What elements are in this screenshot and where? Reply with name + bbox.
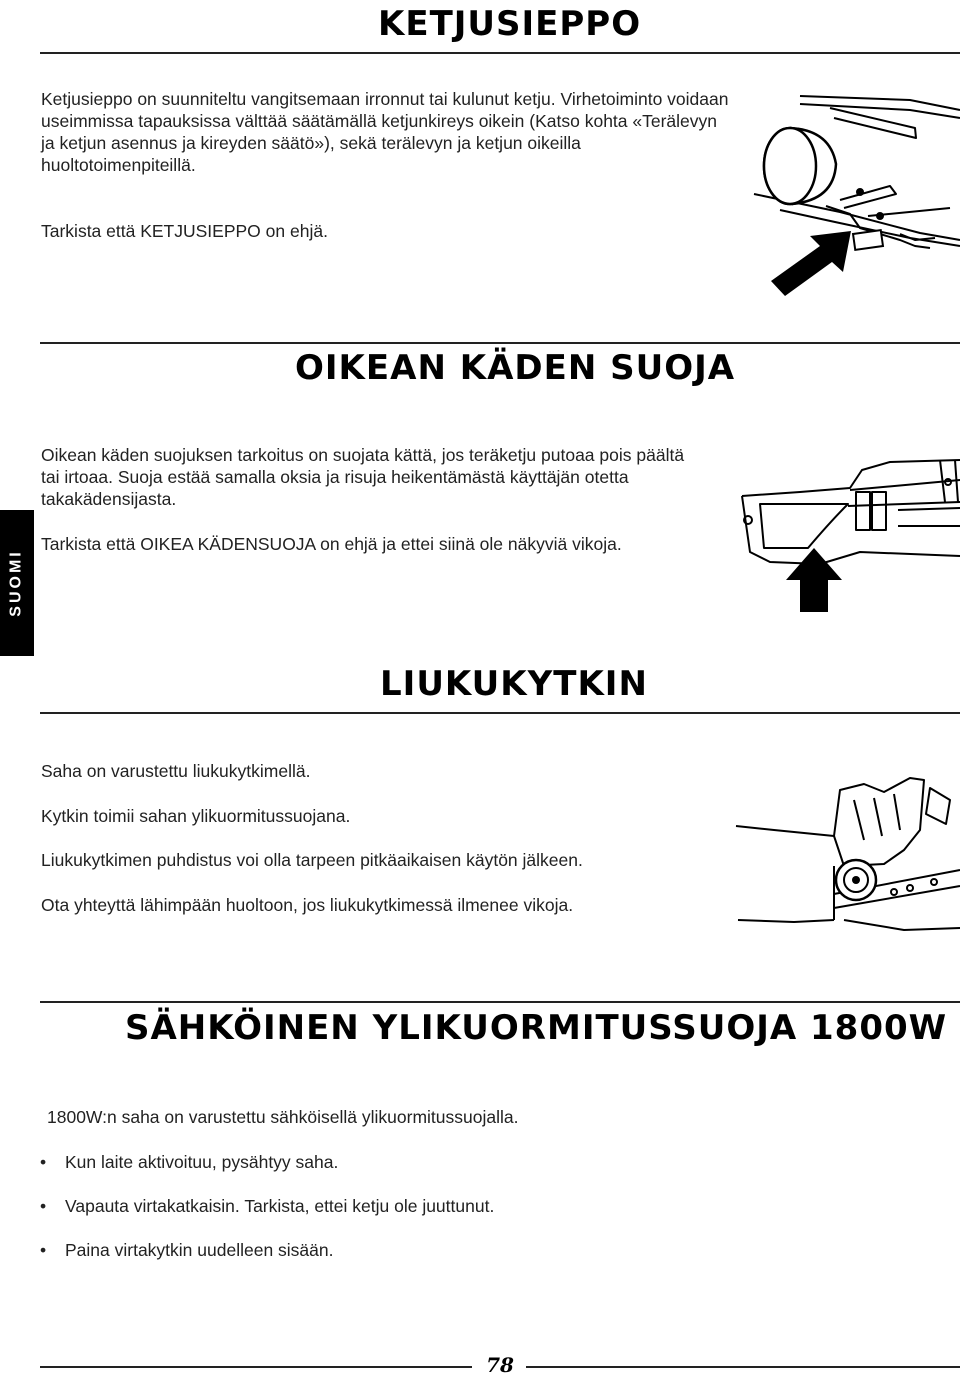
chain-catcher-check: Tarkista että KETJUSIEPPO on ehjä. — [41, 221, 328, 241]
chain-catcher-paragraph: Ketjusieppo on suunniteltu vangitsemaan irronnut tai kulunut ketju. Virhetoiminto voidaan useimmissa tapauksissa välttää säätämällä ketjunkireys oikein (Katso kohta «Terälevyn ja ketjun asennus ja kireyden säätö»), sekä terälevyn ja ketjun oikeilla huoltotoimenpiteillä. — [41, 89, 729, 175]
pointer-arrow-icon — [771, 231, 851, 296]
section-title-overload: SÄHKÖINEN YLIKUORMITUSSUOJA 1800W — [125, 1008, 948, 1048]
hand-guard-paragraph: Oikean käden suojuksen tarkoitus on suojata kättä, jos teräketju putoaa pois päältä tai irtoaa. Suoja estää samalla oksia ja risuja heikentämästä käyttäjän otetta takakädensijasta. — [41, 445, 685, 509]
footer-rule-right — [526, 1366, 960, 1368]
pointer-arrow-icon — [786, 548, 842, 612]
language-side-tab — [0, 510, 34, 656]
section-divider — [40, 712, 960, 714]
section-title-chain-catcher: KETJUSIEPPO — [378, 4, 642, 44]
section-title-hand-guard: OIKEAN KÄDEN SUOJA — [295, 348, 736, 388]
language-side-tab-label: SUOMI — [8, 549, 26, 617]
hand-guard-check: Tarkista että OIKEA KÄDENSUOJA on ehjä ja ettei siinä ole näkyviä vikoja. — [41, 534, 622, 554]
section-divider — [40, 52, 960, 54]
hand-guard-illustration — [740, 452, 960, 617]
overload-bullet: • Kun laite aktivoituu, pysähtyy saha. — [65, 1151, 765, 1173]
section-divider — [40, 1001, 960, 1003]
page-number: 78 — [486, 1353, 514, 1377]
slip-clutch-line-4: Ota yhteyttä lähimpään huoltoon, jos liukukytkimessä ilmenee vikoja. — [41, 895, 574, 915]
chain-catcher-illustration — [740, 88, 960, 308]
slip-clutch-line-1: Saha on varustettu liukukytkimellä. — [41, 761, 311, 781]
slip-clutch-line-2: Kytkin toimii sahan ylikuormitussuojana. — [41, 806, 351, 826]
slip-clutch-illustration — [734, 770, 960, 960]
section-title-slip-clutch: LIUKUKYTKIN — [380, 664, 648, 704]
overload-bullet: • Paina virtakytkin uudelleen sisään. — [65, 1239, 765, 1261]
slip-clutch-line-3: Liukukytkimen puhdistus voi olla tarpeen pitkäaikaisen käytön jälkeen. — [41, 850, 583, 870]
section-divider — [40, 342, 960, 344]
footer-rule-left — [40, 1366, 472, 1368]
overload-intro: 1800W:n saha on varustettu sähköisellä ylikuormitussuojalla. — [47, 1107, 519, 1127]
overload-bullet: • Vapauta virtakatkaisin. Tarkista, ettei ketju ole juuttunut. — [65, 1195, 765, 1217]
